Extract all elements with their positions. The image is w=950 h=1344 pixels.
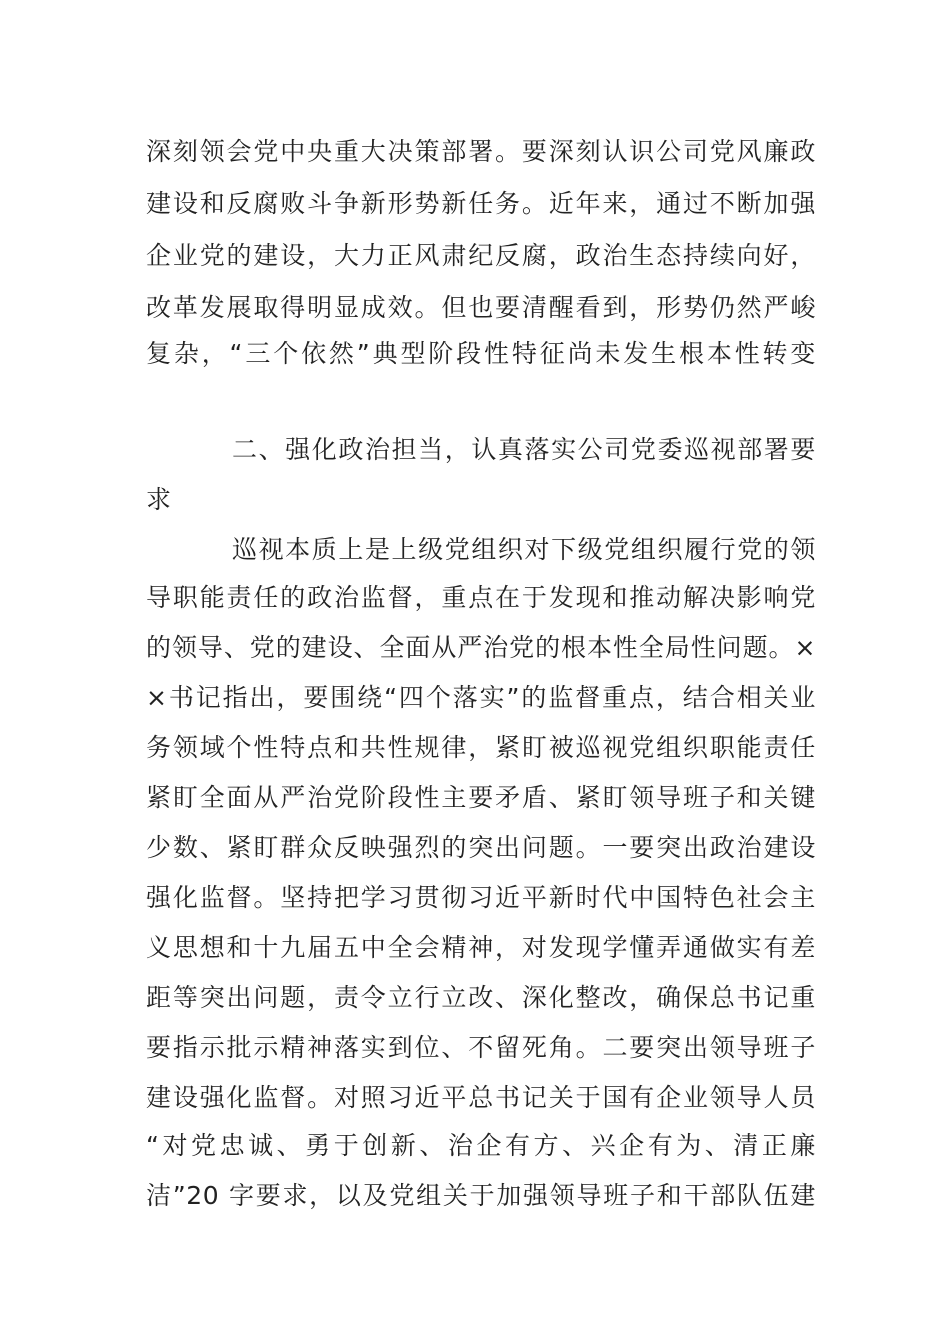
paragraph-2-line-7: 少数、紧盯群众反映强烈的突出问题。一要突出政治建设	[146, 833, 816, 862]
paragraph-2-line-1: 巡视本质上是上级党组织对下级党组织履行党的领	[232, 535, 816, 564]
paragraph-2-line-3: 的领导、党的建设、全面从严治党的根本性全局性问题。×	[146, 633, 816, 662]
paragraph-2-line-13: “对党忠诚、勇于创新、治企有方、兴企有为、清正廉	[146, 1131, 816, 1160]
paragraph-2-line-14: 洁”20 字要求，以及党组关于加强领导班子和干部队伍建	[146, 1181, 816, 1210]
paragraph-1-line-4: 改革发展取得明显成效。但也要清醒看到，形势仍然严峻	[146, 293, 816, 322]
paragraph-1-line-5: 复杂，“三个依然”典型阶段性特征尚未发生根本性转变	[146, 339, 816, 368]
paragraph-2-line-10: 距等突出问题，责令立行立改、深化整改，确保总书记重	[146, 983, 816, 1012]
paragraph-2-line-6: 紧盯全面从严治党阶段性主要矛盾、紧盯领导班子和关键	[146, 783, 816, 812]
paragraph-1-line-3: 企业党的建设，大力正风肃纪反腐，政治生态持续向好，	[146, 241, 816, 270]
section-heading-line-1: 二、强化政治担当，认真落实公司党委巡视部署要	[232, 435, 816, 464]
section-heading-line-2: 求	[146, 485, 172, 514]
paragraph-2-line-5: 务领域个性特点和共性规律，紧盯被巡视党组织职能责任	[146, 733, 816, 762]
paragraph-2-line-4: ×书记指出，要围绕“四个落实”的监督重点，结合相关业	[146, 683, 816, 712]
paragraph-2-line-8: 强化监督。坚持把学习贯彻习近平新时代中国特色社会主	[146, 883, 816, 912]
paragraph-1-line-1: 深刻领会党中央重大决策部署。要深刻认识公司党风廉政	[146, 137, 816, 166]
paragraph-2-line-12: 建设强化监督。对照习近平总书记关于国有企业领导人员	[146, 1083, 816, 1112]
paragraph-1-line-2: 建设和反腐败斗争新形势新任务。近年来，通过不断加强	[146, 189, 816, 218]
paragraph-2-line-11: 要指示批示精神落实到位、不留死角。二要突出领导班子	[146, 1033, 816, 1062]
paragraph-2-line-2: 导职能责任的政治监督，重点在于发现和推动解决影响党	[146, 583, 816, 612]
paragraph-2-line-9: 义思想和十九届五中全会精神，对发现学懂弄通做实有差	[146, 933, 816, 962]
